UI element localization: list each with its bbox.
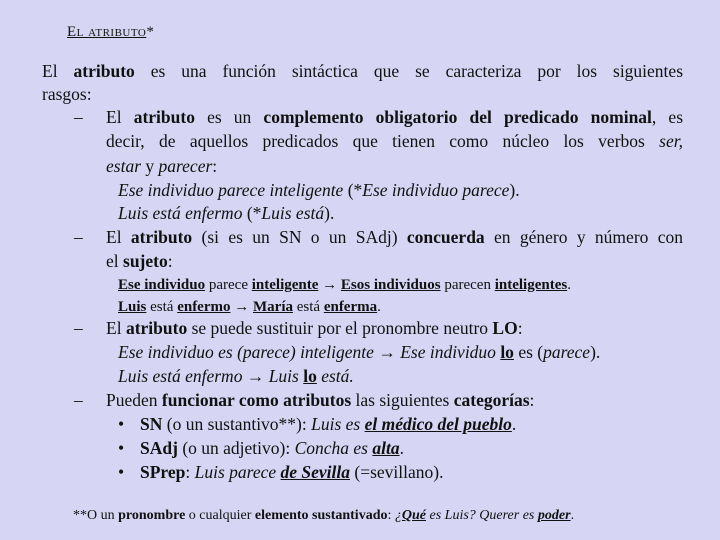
p4-bullet-2: • SAdj (o un adjetivo): Concha es alta. [118, 438, 404, 458]
dash-marker-2: – [74, 227, 83, 247]
p4-bullet-1: • SN (o un sustantivo**): Luis es el médico del pueblo. [118, 414, 517, 434]
title-asterisk: * [146, 24, 155, 40]
p1-line-2: decir, de aquellos predicados que tienen como núcleo los verbos ser, [106, 131, 683, 151]
footnote: **O un pronombre o cualquier elemento sustantivado: ¿Qué es Luis? Querer es poder. [73, 508, 575, 523]
p1-example-2: Luis está enfermo (*Luis está). [118, 203, 335, 223]
dash-marker-3: – [74, 318, 83, 338]
p2-example-1: Ese individuo parece inteligente → Esos individuos parecen inteligentes. [118, 277, 571, 293]
dash-marker-4: – [74, 390, 83, 410]
p3-line-1: El atributo se puede sustituir por el pronombre neutro LO: [106, 318, 523, 338]
p3-example-2: Luis está enfermo → Luis lo está. [118, 366, 354, 386]
p1-line-3: estar y parecer: [106, 156, 218, 176]
slide-title [67, 24, 154, 41]
p2-line-2: el sujeto: [106, 251, 173, 271]
p3-example-1: Ese individuo es (parece) inteligente → Ese individuo lo es (parece). [118, 342, 601, 362]
bullet-icon: • [118, 414, 125, 434]
bullet-icon: • [118, 462, 125, 482]
intro-line-2: rasgos: [42, 84, 92, 104]
p4-bullet-3: • SPrep: Luis parece de Sevilla (=sevillano). [118, 462, 444, 482]
p4-line-1: Pueden funcionar como atributos las siguientes categorías: [106, 390, 535, 410]
p2-line-1: El atributo (si es un SN o un SAdj) concuerda en género y número con [106, 227, 683, 247]
dash-marker-1: – [74, 107, 83, 127]
p1-example-1: Ese individuo parece inteligente (*Ese individuo parece). [118, 180, 520, 200]
p1-line-1: El atributo es un complemento obligatorio del predicado nominal, es [106, 107, 684, 127]
p2-example-2: Luis está enfermo → María está enferma. [118, 299, 381, 315]
title-text: El atributo [67, 24, 147, 40]
intro-line-1: El atributo es una función sintáctica que se caracteriza por los siguientes [42, 61, 683, 81]
bullet-icon: • [118, 438, 125, 458]
